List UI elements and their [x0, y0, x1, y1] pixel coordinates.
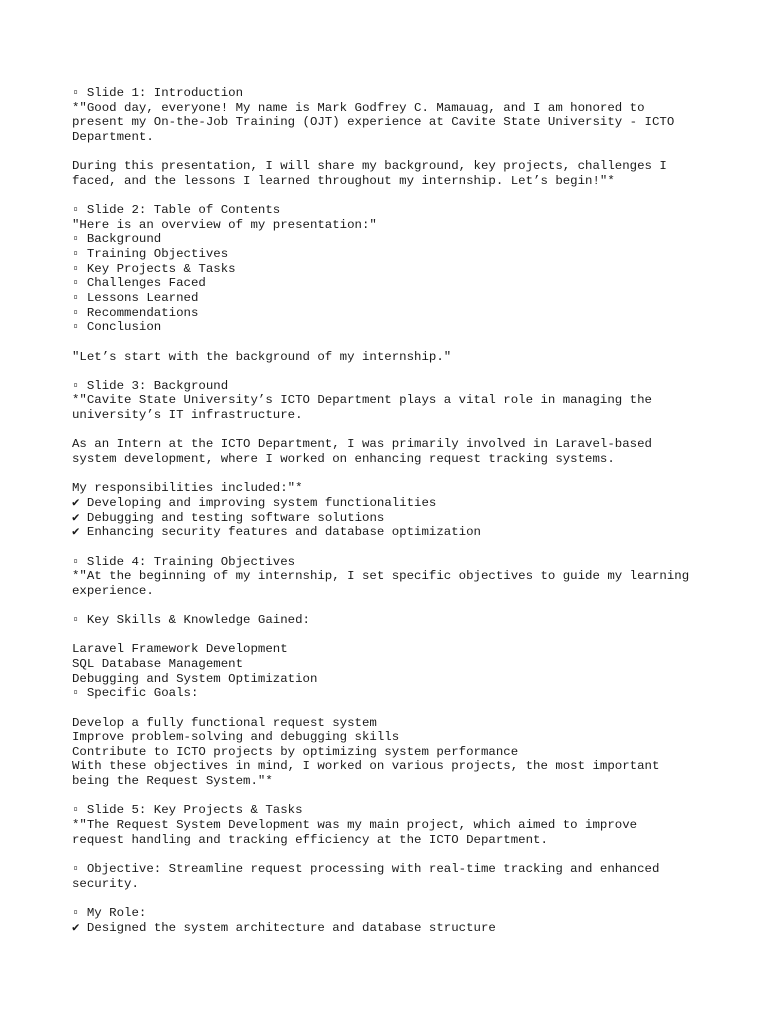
text-line: "Let’s start with the background of my internship.": [72, 349, 452, 364]
text-line: ▫ Recommendations: [72, 305, 199, 320]
text-line: ▫ Key Projects & Tasks: [72, 261, 236, 276]
text-line: SQL Database Management: [72, 656, 244, 671]
text-line: university’s IT infrastructure.: [72, 408, 303, 423]
text-line: security.: [72, 876, 139, 891]
blank-line: [72, 467, 732, 482]
text-line: faced, and the lessons I learned throughout my internship. Let’s begin!"*: [72, 173, 615, 188]
blank-line: [72, 628, 732, 643]
text-line: ▫ Slide 1: Introduction: [72, 86, 244, 100]
blank-line: [72, 701, 732, 716]
text-line: ✔ Debugging and testing software solutions: [72, 510, 385, 525]
text-line: ▫ Objective: Streamline request processing with real-time tracking and enhanced: [72, 861, 660, 876]
text-line: Contribute to ICTO projects by optimizing system performance: [72, 744, 519, 759]
text-line: ▫ Lessons Learned: [72, 290, 199, 305]
text-line: ▫ My Role:: [72, 905, 147, 920]
text-line: Develop a fully functional request system: [72, 715, 377, 730]
text-line: As an Intern at the ICTO Department, I was primarily involved in Laravel-based: [72, 437, 652, 452]
text-line: Debugging and System Optimization: [72, 671, 318, 686]
blank-line: [72, 540, 732, 555]
text-line: ▫ Challenges Faced: [72, 276, 206, 291]
text-line: During this presentation, I will share my background, key projects, challenges I: [72, 159, 667, 174]
text-line: *"Good day, everyone! My name is Mark Godfrey C. Mamauag, and I am honored to: [72, 100, 645, 115]
text-line: ✔ Designed the system architecture and database structure: [72, 920, 496, 935]
text-line: With these objectives in mind, I worked on various projects, the most important: [72, 759, 660, 774]
text-line: ▫ Slide 3: Background: [72, 378, 229, 393]
text-line: ▫ Background: [72, 232, 162, 247]
text-line: ▫ Training Objectives: [72, 247, 229, 262]
blank-line: [72, 423, 732, 438]
blank-line: [72, 335, 732, 350]
blank-line: [72, 598, 732, 613]
text-line: Department.: [72, 129, 154, 144]
text-line: ▫ Key Skills & Knowledge Gained:: [72, 613, 310, 628]
blank-line: [72, 891, 732, 906]
text-line: experience.: [72, 583, 154, 598]
text-line: ▫ Slide 2: Table of Contents: [72, 203, 281, 218]
text-line: *"Cavite State University’s ICTO Department plays a vital role in managing the: [72, 393, 652, 408]
text-line: ▫ Conclusion: [72, 320, 162, 335]
blank-line: [72, 847, 732, 862]
text-line: ▫ Slide 5: Key Projects & Tasks: [72, 803, 303, 818]
text-line: system development, where I worked on enhancing request tracking systems.: [72, 452, 615, 467]
blank-line: [72, 789, 732, 804]
text-line: Laravel Framework Development: [72, 642, 288, 657]
text-line: "Here is an overview of my presentation:": [72, 217, 377, 232]
text-line: ▫ Slide 4: Training Objectives: [72, 554, 296, 569]
text-line: *"The Request System Development was my main project, which aimed to improve: [72, 818, 638, 833]
text-line: present my On-the-Job Training (OJT) experience at Cavite State University - ICTO: [72, 115, 675, 130]
blank-line: [72, 145, 732, 160]
text-line: ▫ Specific Goals:: [72, 686, 199, 701]
blank-line: [72, 188, 732, 203]
text-line: request handling and tracking efficiency at the ICTO Department.: [72, 832, 548, 847]
document-page: [72, 86, 732, 935]
blank-line: [72, 364, 732, 379]
text-line: ✔ Enhancing security features and database optimization: [72, 525, 481, 540]
text-line: being the Request System."*: [72, 774, 273, 789]
text-line: ✔ Developing and improving system functionalities: [72, 495, 437, 510]
text-line: My responsibilities included:"*: [72, 481, 303, 496]
text-line: Improve problem-solving and debugging skills: [72, 730, 400, 745]
text-line: *"At the beginning of my internship, I set specific objectives to guide my learning: [72, 569, 690, 584]
